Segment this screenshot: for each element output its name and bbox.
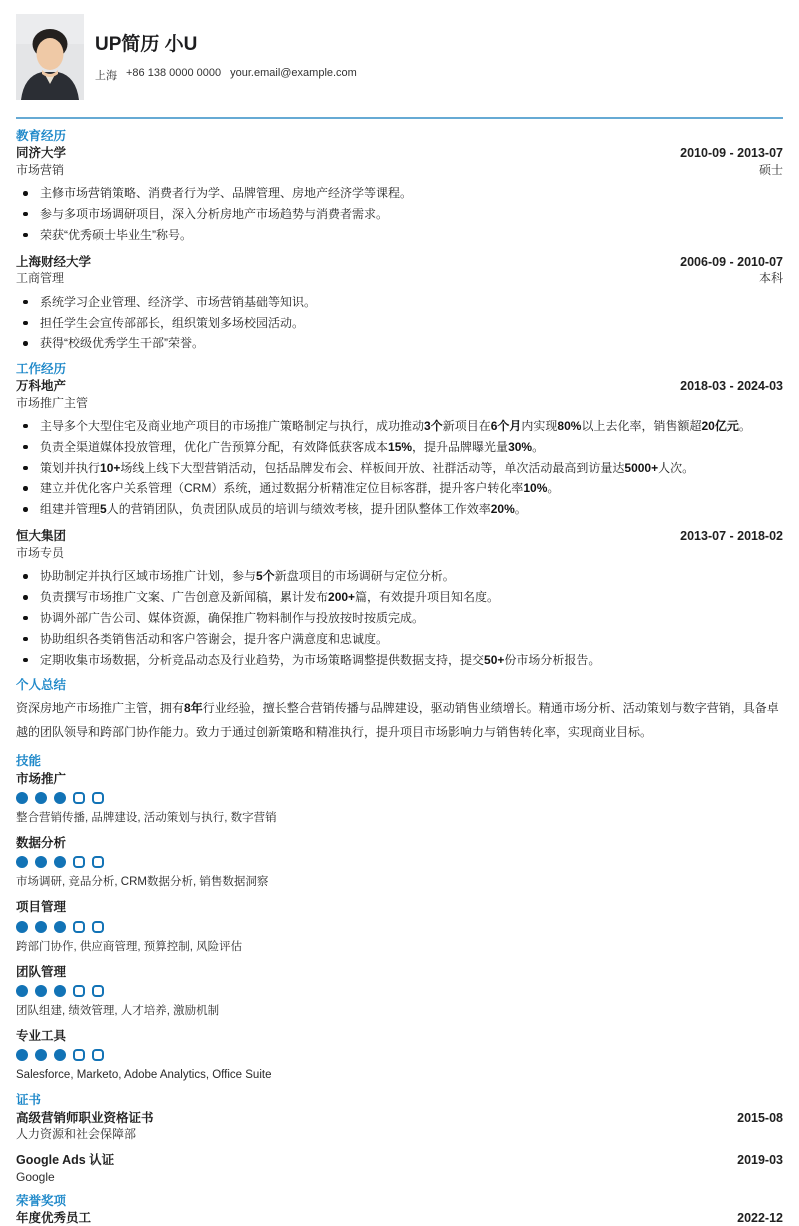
skill-dot-filled-icon	[35, 921, 47, 933]
date-range: 2018-03 - 2024-03	[680, 379, 783, 394]
bullet-item: 负责撰写市场推广文案、广告创意及新闻稿，累计发布200+篇，有效提升项目知名度。	[16, 589, 783, 605]
skill-level-dots	[16, 856, 783, 868]
education-entries	[16, 146, 783, 351]
skill-dot-empty-icon	[73, 985, 85, 997]
skill-dot-empty-icon	[92, 921, 104, 933]
work-entry	[16, 379, 783, 517]
company-name: 万科地产	[16, 379, 67, 394]
skill-dot-empty-icon	[73, 856, 85, 868]
entry-left	[16, 255, 91, 286]
entry-header	[16, 1211, 783, 1225]
entry-right	[737, 1153, 783, 1167]
certificate-issuer: Google	[16, 1169, 55, 1184]
education-entry	[16, 255, 783, 352]
bullet-item: 组建并管理5人的营销团队，负责团队成员的培训与绩效考核，提升团队整体工作效率20%。	[16, 501, 783, 517]
bullet-item: 定期收集市场数据，分析竞品动态及行业趋势，为市场策略调整提供数据支持，提交50+份市场分析报告。	[16, 652, 783, 668]
certificate-entry	[16, 1153, 783, 1184]
candidate-name: UP简历 小U	[95, 34, 198, 55]
education-entry	[16, 146, 783, 243]
skill-keywords: 团队组建, 绩效管理, 人才培养, 激励机制	[16, 1004, 220, 1017]
section-title-summary: 个人总结	[16, 677, 67, 692]
header-divider	[16, 117, 783, 119]
skill-dot-empty-icon	[92, 1049, 104, 1061]
entry-right	[680, 379, 783, 393]
entry-header	[16, 529, 783, 560]
company-name: 恒大集团	[16, 529, 67, 544]
award-name: 年度优秀员工	[16, 1211, 92, 1226]
skill-level-dots	[16, 921, 783, 933]
section-certificates	[16, 1093, 783, 1184]
skill-item	[16, 836, 783, 890]
skill-item	[16, 900, 783, 954]
skill-dot-filled-icon	[35, 792, 47, 804]
date-range: 2015-08	[737, 1110, 783, 1125]
school-name: 同济大学	[16, 146, 67, 161]
bullet-item: 协调外部广告公司、媒体资源，确保推广物料制作与投放按时按质完成。	[16, 610, 783, 626]
major-name: 工商管理	[16, 271, 65, 286]
skill-dot-filled-icon	[35, 985, 47, 997]
entry-left	[16, 1153, 114, 1184]
bullet-item: 参与多项市场调研项目，深入分析房地产市场趋势与消费者需求。	[16, 206, 783, 222]
header-text	[95, 14, 357, 83]
bullet-item: 获得“校级优秀学生干部”荣誉。	[16, 335, 783, 351]
bullet-item: 策划并执行10+场线上线下大型营销活动，包括品牌发布会、样板间开放、社群活动等，单次活动最高到访量达5000+人次。	[16, 460, 783, 476]
section-title-education: 教育经历	[16, 129, 67, 143]
entry-left	[16, 529, 66, 560]
date-range: 2019-03	[737, 1153, 783, 1168]
entry-header	[16, 1111, 783, 1142]
entry-header	[16, 1153, 783, 1184]
bullet-list	[16, 185, 783, 243]
skill-item	[16, 965, 783, 1019]
section-skills	[16, 754, 783, 1083]
skill-level-dots	[16, 985, 783, 997]
contact-email: your.email@example.com	[230, 66, 357, 79]
work-entry	[16, 529, 783, 667]
section-title-awards: 荣誉奖项	[16, 1194, 67, 1209]
entry-right	[680, 146, 783, 177]
skill-level-dots	[16, 792, 783, 804]
degree-label: 本科	[758, 271, 783, 286]
certificate-issuer: 人力资源和社会保障部	[16, 1126, 137, 1141]
entry-left	[16, 146, 66, 177]
skill-dot-filled-icon	[54, 985, 66, 997]
skill-dot-filled-icon	[16, 792, 28, 804]
award-entries	[16, 1211, 783, 1225]
skill-dot-empty-icon	[92, 856, 104, 868]
profile-photo-illustration	[16, 14, 84, 100]
entry-left	[16, 1211, 91, 1225]
date-range: 2013-07 - 2018-02	[680, 529, 783, 544]
entry-header	[16, 146, 783, 177]
skill-dot-filled-icon	[35, 856, 47, 868]
skill-level-dots	[16, 1049, 783, 1061]
entry-right	[737, 1111, 783, 1125]
bullet-item: 主导多个大型住宅及商业地产项目的市场推广策略制定与执行，成功推动3个新项目在6个月内实现80%以上去化率，销售额超20亿元。	[16, 418, 783, 434]
skill-keywords: 市场调研, 竞品分析, CRM数据分析, 销售数据洞察	[16, 876, 269, 889]
skill-keywords: 跨部门协作, 供应商管理, 预算控制, 风险评估	[16, 940, 243, 953]
bullet-item: 系统学习企业管理、经济学、市场营销基础等知识。	[16, 294, 783, 310]
bullet-item: 荣获“优秀硕士毕业生”称号。	[16, 227, 783, 243]
skill-dot-filled-icon	[35, 1049, 47, 1061]
skill-name: 项目管理	[16, 900, 67, 915]
profile-photo	[16, 14, 84, 100]
contact-phone: +86 138 0000 0000	[126, 66, 222, 79]
section-title-work: 工作经历	[16, 361, 67, 376]
section-title-certificates: 证书	[16, 1093, 42, 1108]
entry-right	[680, 255, 783, 286]
skills-list	[16, 772, 783, 1084]
contact-location: 上海	[95, 69, 117, 82]
date-range: 2006-09 - 2010-07	[680, 255, 783, 270]
certificate-name: Google Ads 认证	[16, 1153, 115, 1168]
bullet-list	[16, 568, 783, 668]
skill-dot-filled-icon	[54, 1049, 66, 1061]
date-range: 2010-09 - 2013-07	[680, 146, 783, 161]
skill-dot-empty-icon	[92, 985, 104, 997]
bullet-item: 主修市场营销策略、消费者行为学、品牌管理、房地产经济学等课程。	[16, 185, 783, 201]
entry-left	[16, 1111, 154, 1142]
skill-item	[16, 1029, 783, 1083]
skill-item	[16, 772, 783, 826]
bullet-list	[16, 294, 783, 352]
skill-dot-empty-icon	[73, 921, 85, 933]
certificate-name: 高级营销师职业资格证书	[16, 1110, 154, 1125]
section-title-skills: 技能	[16, 754, 42, 769]
bullet-item: 协助组织各类销售活动和客户答谢会，提升客户满意度和忠诚度。	[16, 631, 783, 647]
date-range: 2022-12	[737, 1211, 783, 1226]
role-name: 市场推广主管	[16, 395, 89, 410]
skill-dot-filled-icon	[16, 1049, 28, 1061]
bullet-item: 担任学生会宣传部部长，组织策划多场校园活动。	[16, 315, 783, 331]
entry-header	[16, 379, 783, 410]
section-work	[16, 362, 783, 668]
degree-label: 硕士	[758, 162, 783, 177]
bullet-list	[16, 418, 783, 518]
award-entry	[16, 1211, 783, 1225]
skill-dot-empty-icon	[73, 792, 85, 804]
bullet-item: 负责全渠道媒体投放管理，优化广告预算分配，有效降低获客成本15%，提升品牌曝光量30%。	[16, 439, 783, 455]
work-entries	[16, 379, 783, 668]
certificate-entry	[16, 1111, 783, 1142]
skill-name: 专业工具	[16, 1028, 67, 1043]
entry-right	[680, 529, 783, 543]
skill-dot-filled-icon	[16, 985, 28, 997]
section-summary	[16, 678, 783, 744]
skill-name: 市场推广	[16, 771, 67, 786]
skill-dot-filled-icon	[54, 856, 66, 868]
skill-dot-empty-icon	[73, 1049, 85, 1061]
skill-dot-filled-icon	[16, 856, 28, 868]
entry-right	[737, 1211, 783, 1225]
skill-keywords: Salesforce, Marketo, Adobe Analytics, Office Suite	[16, 1069, 272, 1082]
entry-header	[16, 255, 783, 286]
major-name: 市场营销	[16, 162, 65, 177]
role-name: 市场专员	[16, 545, 65, 560]
summary-text: 资深房地产市场推广主管，拥有8年行业经验，擅长整合营销传播与品牌建设，驱动销售业绩增长。精通市场分析、活动策划与数字营销，具备卓越的团队领导和跨部门协作能力。致力于通过创新策略和精准执行，提升项目市场影响力与销售转化率，实现商业目标。	[16, 701, 779, 740]
skill-name: 数据分析	[16, 835, 67, 850]
school-name: 上海财经大学	[16, 255, 92, 270]
certificate-entries	[16, 1111, 783, 1185]
bullet-item: 协助制定并执行区域市场推广计划，参与5个新盘项目的市场调研与定位分析。	[16, 568, 783, 584]
skill-keywords: 整合营销传播, 品牌建设, 活动策划与执行, 数字营销	[16, 811, 277, 824]
skill-dot-filled-icon	[54, 792, 66, 804]
section-education	[16, 129, 783, 352]
bullet-item: 建立并优化客户关系管理（CRM）系统，通过数据分析精准定位目标客群，提升客户转化率10%。	[16, 480, 783, 496]
skill-dot-filled-icon	[16, 921, 28, 933]
resume-header	[16, 14, 783, 100]
contact-line	[95, 67, 357, 83]
skill-name: 团队管理	[16, 964, 67, 979]
skill-dot-filled-icon	[54, 921, 66, 933]
skill-dot-empty-icon	[92, 792, 104, 804]
section-awards	[16, 1194, 783, 1226]
entry-left	[16, 379, 88, 410]
